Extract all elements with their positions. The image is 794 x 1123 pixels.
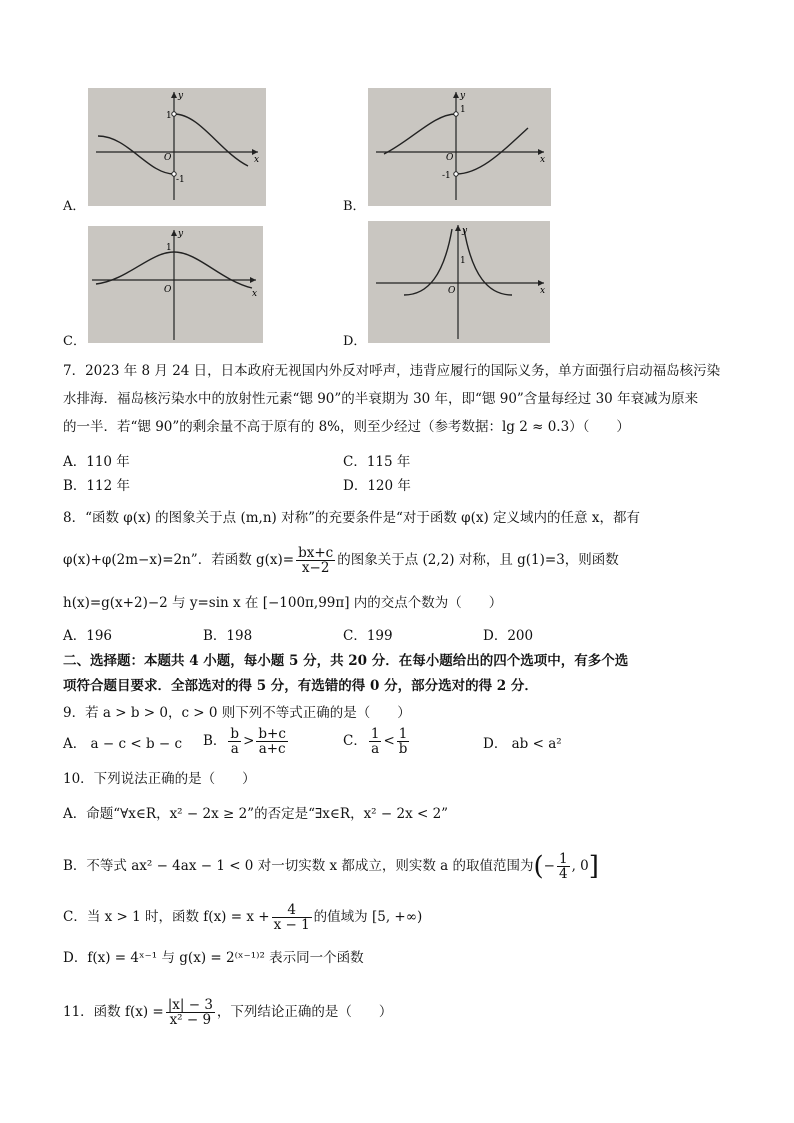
- q10-b-tail: , 0: [571, 858, 589, 874]
- tick-neg1-label: -1: [176, 175, 185, 185]
- q8-frac-num: bx+c: [298, 545, 334, 561]
- q10-option-b[interactable]: [63, 852, 599, 881]
- q10-c-frac: [272, 903, 312, 932]
- q9-option-c-letter: C．: [343, 733, 367, 749]
- q10-option-d[interactable]: D．f(x) = 4ˣ⁻¹ 与 g(x) = 2⁽ˣ⁻¹⁾² 表示同一个函数: [63, 950, 364, 966]
- tick-1-label: 1: [460, 105, 466, 115]
- q8-line-3: h(x)=g(x+2)−2 与 y=sin x 在 [−100π,99π] 内的交点个数为（ ）: [63, 595, 503, 611]
- axis-y-label: y: [178, 229, 184, 239]
- q10-option-c[interactable]: [63, 903, 422, 932]
- q7-line-1: 7．2023 年 8 月 24 日，日本政府无视国内外反对呼声，违背应履行的国际义务，单方面强行启动福岛核污染: [63, 363, 721, 379]
- tick-1-label: 1: [166, 243, 172, 253]
- section-2-heading-line-1: 二、选择题：本题共 4 小题，每小题 5 分，共 20 分．在每小题给出的四个选项中，有多个选: [63, 653, 629, 669]
- q7-line-2: 水排海．福岛核污染水中的放射性元素“锶 90”的半衰期为 30 年，即“锶 90”含量每经过 30 年衰减为原来: [63, 391, 699, 407]
- tick-1-label: 1: [460, 256, 466, 266]
- q10-stem: 10．下列说法正确的是（ ）: [63, 771, 256, 787]
- q9-c-frac-2: [397, 727, 410, 756]
- option-d-label: D．: [343, 334, 367, 349]
- q8-fraction: [296, 546, 335, 575]
- q10-c-num: 4: [272, 903, 312, 918]
- q9-option-a[interactable]: A． a − c < b − c: [63, 736, 183, 752]
- axis-x-label: x: [252, 289, 258, 299]
- axis-x-label: x: [254, 155, 260, 165]
- q8-option-d[interactable]: D．200: [483, 628, 534, 644]
- q9-option-c[interactable]: [343, 727, 411, 756]
- q9-c-den-1: a: [371, 741, 380, 757]
- q9-b-den-1: a: [230, 741, 239, 757]
- q8-frac-den: x−2: [301, 560, 330, 576]
- q8-option-b[interactable]: B．198: [203, 628, 253, 644]
- q9-b-num-1: b: [230, 726, 240, 742]
- origin-label: O: [164, 153, 172, 163]
- axis-y-label: y: [178, 91, 184, 101]
- origin-label: O: [448, 286, 456, 296]
- option-a-label: A．: [63, 199, 86, 214]
- section-2-heading-line-2: 项符合题目要求．全部选对的得 5 分，有选错的得 0 分，部分选对的得 2 分．: [63, 678, 538, 694]
- tick-1-label: 1: [166, 111, 172, 121]
- q10-b-frac: [557, 852, 570, 881]
- q8-line-2: [63, 546, 619, 575]
- q9-option-b-letter: B．: [203, 733, 227, 749]
- graph-option-d: [368, 221, 550, 343]
- q9-c-num-1: 1: [370, 726, 380, 742]
- q7-option-d[interactable]: D．120 年: [343, 478, 411, 494]
- option-b-label: B．: [343, 199, 366, 214]
- q10-b-num: 1: [558, 851, 568, 867]
- origin-label: O: [446, 153, 454, 163]
- q10-b-right-bracket: ]: [588, 851, 599, 882]
- q9-stem: 9．若 a > b > 0，c > 0 则下列不等式正确的是（ ）: [63, 705, 411, 721]
- graph-option-b: [368, 88, 551, 206]
- q10-option-a[interactable]: A．命题“∀x∈R，x² − 2x ≥ 2”的否定是“∃x∈R，x² − 2x < 2”: [63, 806, 449, 822]
- q9-option-b[interactable]: [203, 727, 290, 756]
- graph-option-a: [88, 88, 266, 206]
- q11-stem: [63, 998, 392, 1027]
- q10-c-text: C．当 x > 1 时，函数 f(x) = x +: [63, 909, 270, 925]
- axis-y-label: y: [462, 226, 468, 236]
- origin-label: O: [164, 285, 172, 295]
- q10-b-text: B．不等式 ax² − 4ax − 1 < 0 对一切实数 x 都成立，则实数 a 的取值范围为: [63, 858, 534, 874]
- q8-option-c[interactable]: C．199: [343, 628, 393, 644]
- q9-option-d[interactable]: D． ab < a²: [483, 736, 562, 752]
- q9-c-op: <: [383, 733, 395, 749]
- q10-b-den: 4: [558, 866, 568, 882]
- q11-post: ，下列结论正确的是（ ）: [216, 1004, 393, 1020]
- q9-b-frac-1: [228, 727, 241, 756]
- q11-num: |x| − 3: [167, 997, 213, 1013]
- q9-c-den-2: b: [398, 741, 408, 757]
- q8-option-a[interactable]: A．196: [63, 628, 113, 644]
- axis-x-label: x: [540, 155, 546, 165]
- q7-option-a[interactable]: A．110 年: [63, 454, 130, 470]
- q7-option-c[interactable]: C．115 年: [343, 454, 411, 470]
- q9-c-num-2: 1: [397, 727, 410, 742]
- q10-b-left-paren: (: [533, 851, 544, 882]
- q10-c-den: x − 1: [273, 917, 310, 933]
- axis-x-label: x: [540, 286, 546, 296]
- q11-pre: 11．函数 f(x) =: [63, 1004, 164, 1020]
- q8-line-2a: φ(x)+φ(2m−x)=2n”．若函数 g(x)=: [63, 552, 295, 568]
- option-c-label: C．: [63, 334, 86, 349]
- q8-line-2b: 的图象关于点 (2,2) 对称，且 g(1)=3，则函数: [337, 552, 619, 568]
- q9-b-num-2: b+c: [258, 726, 286, 742]
- q8-line-1: 8．“函数 φ(x) 的图象关于点 (m,n) 对称”的充要条件是“对于函数 φ(x) 定义域内的任意 x，都有: [63, 510, 640, 526]
- curve-a: [98, 114, 248, 174]
- tick-neg1-label: -1: [442, 171, 451, 181]
- q9-b-frac-2: [256, 727, 288, 756]
- q7-line-3: 的一半．若“锶 90”的剩余量不高于原有的 8%，则至少经过（参考数据：lg 2 ≈ 0.3）（ ）: [63, 419, 630, 435]
- q9-c-frac-1: [369, 727, 382, 756]
- q9-b-op: >: [243, 733, 255, 749]
- q11-den: x² − 9: [169, 1012, 212, 1028]
- q9-b-den-2: a+c: [258, 741, 286, 757]
- q10-b-minus: −: [543, 858, 555, 874]
- q10-c-post: 的值域为 [5, +∞): [313, 909, 423, 925]
- q11-frac: [166, 998, 215, 1027]
- graph-option-c: [88, 226, 263, 343]
- q7-option-b[interactable]: B．112 年: [63, 478, 130, 494]
- axis-y-label: y: [460, 91, 466, 101]
